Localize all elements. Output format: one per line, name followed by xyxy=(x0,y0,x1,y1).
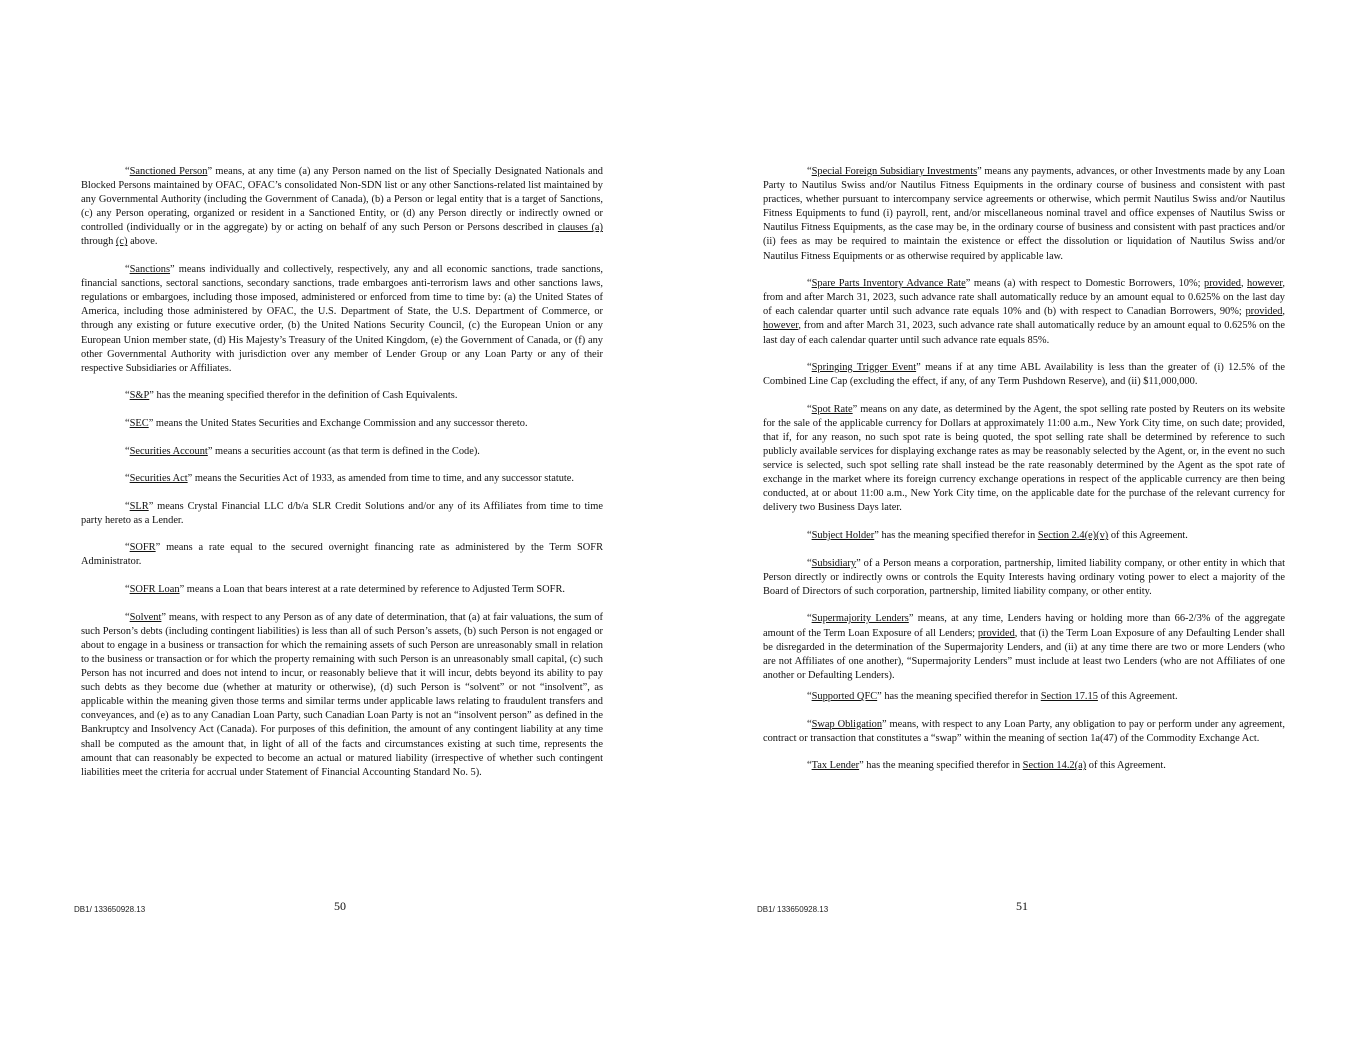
text-run: ” means, at any time, Lenders having or holding more than 66-2/3% of the aggregate amount of the Term Loan Exposure of all Lenders; xyxy=(763,613,1286,639)
text-run: , that (i) the Term Loan Exposure of any Defaulting Lender shall be disregarded in the determination of the Supermajority Lenders, and (ii) at any time there are two or more Lenders (who are not Affiliates of one another), “Supermajority Lenders” must include at least two Lenders (who are not Affiliates of one another or Defaulting Lenders). xyxy=(763,627,1285,681)
text-run: “ xyxy=(125,390,130,402)
definition-paragraph xyxy=(81,445,603,459)
text-run: ” has the meaning specified therefor in xyxy=(859,760,1023,772)
definition-paragraph xyxy=(81,389,603,403)
text-run: “ xyxy=(125,445,130,457)
underlined-term: Supported QFC xyxy=(811,690,878,702)
text-run: ” means a Loan that bears interest at a rate determined by reference to Adjusted Term SOFR. xyxy=(179,584,565,596)
text-run: “ xyxy=(807,760,812,772)
underlined-term: S&P xyxy=(129,390,150,402)
definitions-body xyxy=(81,165,603,793)
definition-paragraph xyxy=(81,583,603,597)
page-number: 50 xyxy=(334,899,346,913)
underlined-term: Solvent xyxy=(129,611,162,623)
underlined-term: Spot Rate xyxy=(811,403,853,415)
document-id: DB1/ 133650928.13 xyxy=(757,905,829,914)
text-run: ” means on any date, as determined by the Agent, the spot selling rate posted by Reuters on its website for the sale of the applicable currency for Dollars at approximately 11:00 a.m., New York City time, on such date; provided, that if, for any reason, no such spot rate is being quoted, the spot selling rate shall be determined by reference to such publicly available services for displaying exchange rates as may be reasonably selected by the Agent, or, in the event no such service is selected, such spot selling rate shall instead be the rate reasonably determined by the Agent as the spot rate of exchange in the market where its foreign currency exchange operations in respect of the applicable currency are then being conducted, at or about 11:00 a.m., New York City time, on the applicable date for the purchase of the relevant currency for delivery two Business Days later. xyxy=(763,403,1285,514)
text-run: of this Agreement. xyxy=(1086,760,1166,772)
page-number: 51 xyxy=(1016,899,1028,913)
text-run: “ xyxy=(125,542,130,554)
definition-paragraph xyxy=(763,403,1285,516)
underlined-term: Subject Holder xyxy=(811,530,875,542)
underlined-term: provided xyxy=(977,627,1015,639)
definition-paragraph xyxy=(763,612,1285,682)
text-run: ” means a securities account (as that term is defined in the Code). xyxy=(207,445,480,457)
underlined-term: clauses (a) xyxy=(557,222,603,234)
underlined-term: Subsidiary xyxy=(811,557,857,569)
text-run: ” has the meaning specified therefor in the definition of Cash Equivalents. xyxy=(149,390,458,402)
text-run: ” means a rate equal to the secured overnight financing rate as administered by the Term SOFR Administrator. xyxy=(81,542,603,568)
underlined-term: Springing Trigger Event xyxy=(811,362,917,374)
text-run: “ xyxy=(125,473,130,485)
text-run: , xyxy=(1240,278,1248,290)
text-run: ” has the meaning specified therefor in xyxy=(877,690,1041,702)
text-run: ” of a Person means a corporation, partnership, limited liability company, or other entity in which that Person directly or indirectly owns or controls the Equity Interests having ordinary voting power to elect a majority of the Board of Directors of such corporation, partnership, limited liability company, or other entity. xyxy=(763,557,1285,597)
underlined-term: SLR xyxy=(129,500,149,512)
underlined-term: Special Foreign Subsidiary Investments xyxy=(811,166,978,177)
underlined-term: Section 2.4(e)(v) xyxy=(1037,530,1109,542)
text-run: “ xyxy=(807,530,812,542)
underlined-term: Tax Lender xyxy=(811,760,860,772)
underlined-term: Sanctions xyxy=(129,264,171,276)
definition-paragraph xyxy=(763,165,1285,264)
text-run: “ xyxy=(807,166,812,177)
text-run: “ xyxy=(807,557,812,569)
definition-paragraph xyxy=(763,277,1285,347)
underlined-term: Swap Obligation xyxy=(811,718,883,730)
text-run: ” means any payments, advances, or other Investments made by any Loan Party to Nautilus Swiss and/or Nautilus Fitness Equipments in the ordinary course of business and consistent with past practices, whether pursuant to intercompany service agreements or otherwise, which permit Nautilus Swiss and/or Nautilus Fitness Equipments to fund (i) payroll, rent, and/or miscellaneous nominal travel and office expenses of Nautilus Swiss or Nautilus Fitness Equipments, as the case may be, in the ordinary course of business and consistent with past practices and/or (ii) fees as may be required to maintain the existence or effect the dissolution or liquidation of Nautilus Swiss and/or Nautilus Fitness Equipments or as otherwise required by applicable law. xyxy=(763,166,1285,262)
underlined-term: Sanctioned Person xyxy=(129,166,208,177)
underlined-term: Section 17.15 xyxy=(1040,690,1098,702)
right-page xyxy=(683,0,1365,1055)
text-run: “ xyxy=(807,690,812,702)
text-run: ” means, at any time (a) any Person named on the list of Specially Designated Nationals and Blocked Persons maintained by OFAC, OFAC’s consolidated Non-SDN list or any other Sanctions-related list maintained by any Governmental Authority (including the Government of Canada), (b) a Person or legal entity that is a target of Sanctions, (c) any Person operating, organized or resident in a Sanctioned Entity, or (d) any Person directly or indirectly owned or controlled (individually or in the aggregate) by or acting on behalf of any such Person or Persons described in xyxy=(81,166,603,234)
text-run: “ xyxy=(807,278,812,290)
definition-paragraph xyxy=(763,361,1285,389)
text-run: ” means the United States Securities and Exchange Commission and any successor thereto. xyxy=(148,417,528,429)
text-run: , from and after March 31, 2023, such advance rate shall automatically reduce by an amount equal to 0.625% on the last day of each calendar quarter until such advance rate equals 85%. xyxy=(763,320,1285,346)
text-run: ” means if at any time ABL Availability is less than the greater of (i) 12.5% of the Combined Line Cap (excluding the effect, if any, of any Term Pushdown Reserve), and (ii) $11,000,000. xyxy=(763,362,1285,388)
definition-paragraph xyxy=(81,611,603,780)
text-run: through xyxy=(81,236,116,248)
underlined-term: provided xyxy=(1245,306,1283,318)
underlined-term: provided xyxy=(1204,278,1241,290)
left-page xyxy=(0,0,682,1055)
underlined-term: however xyxy=(1247,278,1283,290)
text-run: of this Agreement. xyxy=(1097,690,1178,702)
text-run: “ xyxy=(807,362,812,374)
definition-paragraph xyxy=(81,500,603,528)
definition-paragraph xyxy=(81,263,603,376)
underlined-term: Supermajority Lenders xyxy=(811,613,909,625)
document-id: DB1/ 133650928.13 xyxy=(74,905,146,914)
definition-paragraph xyxy=(81,541,603,569)
text-run: ” means individually and collectively, respectively, any and all economic sanctions, trade sanctions, financial sanctions, sectoral sanctions, secondary sanctions, trade embargoes anti-terrorism laws and other sanctions laws, regulations or embargoes, including those imposed, administered or enforced from time to time by: (a) the United States of America, including those administered by OFAC, the U.S. Department of State, the U.S. Department of Commerce, or through any existing or future executive order, (b) the United Nations Security Council, (c) the European Union or any European Union member state, (d) His Majesty’s Treasury of the United Kingdom, (e) the Government of Canada, or (f) any other Governmental Authority with jurisdiction over any member of Lender Group or any Loan Party or any of their respective Subsidiaries or Affiliates. xyxy=(81,264,603,374)
text-run: , from and after March 31, 2023, such advance rate shall automatically reduce by an amount equal to 0.625% on the last day of each calendar quarter until such advance rate equals 10% and (b) with respect to Canadian Borrowers, 90%; xyxy=(763,278,1285,318)
definition-paragraph xyxy=(763,557,1285,599)
text-run: “ xyxy=(125,417,130,429)
text-run: “ xyxy=(125,166,130,177)
underlined-term: (c) xyxy=(115,236,128,248)
text-run: “ xyxy=(125,500,130,512)
underlined-term: Securities Act xyxy=(129,473,188,485)
text-run: “ xyxy=(807,718,812,730)
text-run: “ xyxy=(125,611,130,623)
text-run: ” means the Securities Act of 1933, as amended from time to time, and any successor statute. xyxy=(187,473,575,485)
text-run: above. xyxy=(127,236,158,248)
underlined-term: Spare Parts Inventory Advance Rate xyxy=(811,278,966,290)
definition-paragraph xyxy=(81,165,603,250)
definition-paragraph xyxy=(763,759,1285,773)
text-run: “ xyxy=(807,613,812,625)
text-run: “ xyxy=(807,403,812,415)
underlined-term: SOFR xyxy=(129,542,156,554)
underlined-term: SEC xyxy=(129,417,149,429)
underlined-term: SOFR Loan xyxy=(129,584,180,596)
text-run: ” means (a) with respect to Domestic Borrowers, 10%; xyxy=(965,278,1204,290)
underlined-term: however xyxy=(763,320,799,332)
text-run: ” has the meaning specified therefor in xyxy=(874,530,1038,542)
definition-paragraph xyxy=(763,690,1285,704)
text-run: “ xyxy=(125,584,130,596)
underlined-term: Securities Account xyxy=(129,445,208,457)
text-run: of this Agreement. xyxy=(1108,530,1188,542)
definition-paragraph xyxy=(763,718,1285,746)
text-run: “ xyxy=(125,264,130,276)
definition-paragraph xyxy=(763,529,1285,543)
definition-paragraph xyxy=(81,472,603,486)
definition-paragraph xyxy=(81,417,603,431)
underlined-term: Section 14.2(a) xyxy=(1022,760,1087,772)
text-run: ” means, with respect to any Person as of any date of determination, that (a) at fair valuations, the sum of such Person’s debts (including contingent liabilities) is less than all of such Person’s assets, (b) such Person is not engaged or about to engage in a business or transaction for which the remaining assets of such Person are unreasonably small in relation to the business or transaction or for which the property remaining with such Person is an unreasonably small capital, (c) such Person has not incurred and does not intend to incur, or reasonably believe that it will incur, debts beyond its ability to pay such debts as they become due (whether at maturity or otherwise), (d) such Person is “solvent” or not “insolvent”, as applicable within the meaning given those terms and similar terms under applicable laws relating to fraudulent transfers and conveyances, and (e) as to any Canadian Loan Party, such Canadian Loan Party is not an “insolvent person” as defined in the Bankruptcy and Insolvency Act (Canada). For purposes of this definition, the amount of any contingent liability at any time shall be computed as the amount that, in light of all of the facts and circumstances existing at such time, represents the amount that can reasonably be expected to become an actual or matured liability (irrespective of whether such contingent liabilities meet the criteria for accrual under Statement of Financial Accounting Standard No. 5). xyxy=(81,611,603,778)
text-run: ” means, with respect to any Loan Party, any obligation to pay or perform under any agreement, contract or transaction that constitutes a “swap” within the meaning of section 1a(47) of the Commodity Exchange Act. xyxy=(763,718,1285,744)
text-run: ” means Crystal Financial LLC d/b/a SLR Credit Solutions and/or any of its Affiliates from time to time party hereto as a Lender. xyxy=(81,500,603,526)
definitions-body xyxy=(763,165,1285,787)
text-run: , xyxy=(1282,306,1285,318)
